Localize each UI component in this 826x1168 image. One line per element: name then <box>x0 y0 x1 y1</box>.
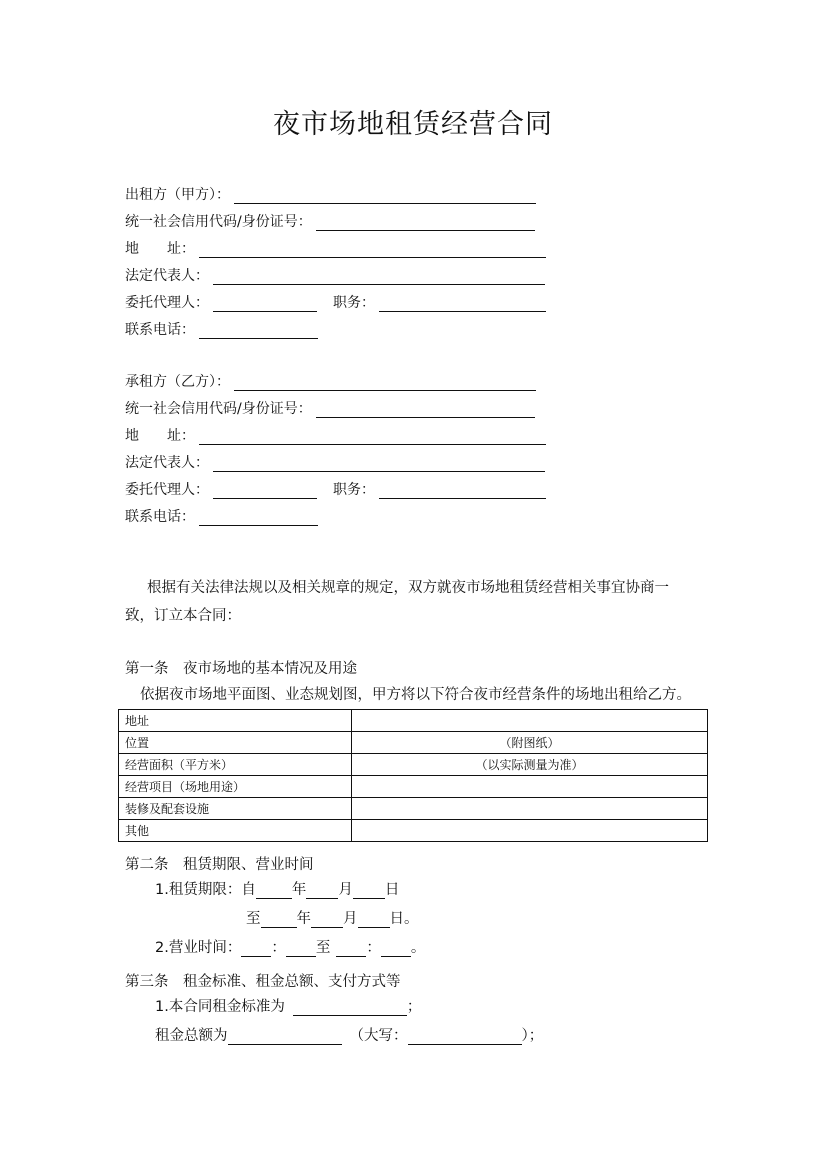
table-row <box>119 710 708 732</box>
month-label: 月 <box>343 911 358 927</box>
table-row <box>119 820 708 842</box>
lease-term-label: 1.租赁期限：自 <box>155 882 256 898</box>
open-minute-blank[interactable] <box>286 941 316 957</box>
lessor-address-label: 地 址： <box>125 241 195 257</box>
lease-term-start-row <box>155 882 399 899</box>
lessee-position-label: 职务： <box>333 482 375 498</box>
year-label: 年 <box>296 911 311 927</box>
lessor-address-row <box>125 241 546 258</box>
end-year-blank[interactable] <box>261 912 297 928</box>
lessor-party-label: 出租方（甲方）： <box>125 187 230 203</box>
lessee-credit-code-label: 统一社会信用代码/身份证号： <box>125 401 312 417</box>
rent-total-row <box>155 1028 543 1045</box>
lessee-address-blank[interactable] <box>199 429 546 445</box>
lessor-agent-row <box>125 295 546 312</box>
colon-label: ： <box>271 940 286 956</box>
start-year-blank[interactable] <box>256 883 292 899</box>
document-title: 夜市场地租赁经营合同 <box>273 109 553 140</box>
lessee-legal-rep-label: 法定代表人： <box>125 455 209 471</box>
table-value-cell[interactable]: （以实际测量为准） <box>352 754 708 776</box>
lessor-credit-code-blank[interactable] <box>316 215 535 231</box>
end-day-blank[interactable] <box>358 912 390 928</box>
lessee-legal-rep-row <box>125 455 545 472</box>
lessor-position-blank[interactable] <box>379 296 546 312</box>
article-2-heading: 第二条 租赁期限、营业时间 <box>125 857 314 873</box>
lessee-address-row <box>125 428 546 445</box>
lease-term-end-row <box>246 911 419 928</box>
business-hours-row <box>155 940 425 957</box>
lessor-legal-rep-row <box>125 268 545 285</box>
lessee-party-row <box>125 374 536 391</box>
lessor-legal-rep-blank[interactable] <box>213 269 545 285</box>
rent-total-caps-blank[interactable] <box>408 1029 522 1045</box>
rent-standard-blank[interactable] <box>293 1000 407 1016</box>
lessor-credit-code-row <box>125 214 535 231</box>
lessee-phone-row <box>125 509 318 526</box>
open-hour-blank[interactable] <box>241 941 271 957</box>
lessor-legal-rep-label: 法定代表人： <box>125 268 209 284</box>
table-key-cell: 装修及配套设施 <box>119 798 352 820</box>
lessee-phone-blank[interactable] <box>199 510 318 526</box>
lessor-agent-blank[interactable] <box>213 296 317 312</box>
rent-standard-row <box>155 999 421 1016</box>
rent-total-blank[interactable] <box>228 1029 342 1045</box>
table-value-cell[interactable] <box>352 798 708 820</box>
colon-label: ： <box>366 940 381 956</box>
rent-total-label: 租金总额为 <box>155 1028 228 1044</box>
table-key-cell: 经营面积（平方米） <box>119 754 352 776</box>
period-label: 。 <box>410 940 426 956</box>
article-1-heading: 第一条 夜市场地的基本情况及用途 <box>125 661 357 677</box>
table-key-cell: 经营项目（场地用途） <box>119 776 352 798</box>
table-key-cell: 位置 <box>119 732 352 754</box>
year-label: 年 <box>291 882 307 898</box>
table-row <box>119 732 708 754</box>
day-label: 日 <box>384 882 400 898</box>
table-key-cell: 地址 <box>119 710 352 732</box>
preamble-line-2: 致，订立本合同： <box>125 608 241 624</box>
caps-close-label: ）； <box>521 1028 544 1044</box>
lessor-position-label: 职务： <box>333 295 375 311</box>
rent-standard-label: 1.本合同租金标准为 <box>155 999 285 1015</box>
lessor-phone-blank[interactable] <box>199 323 318 339</box>
site-info-table <box>118 709 708 842</box>
table-row <box>119 798 708 820</box>
lessor-credit-code-label: 统一社会信用代码/身份证号： <box>125 214 312 230</box>
lessee-address-label: 地 址： <box>125 428 195 444</box>
table-key-cell: 其他 <box>119 820 352 842</box>
table-value-cell[interactable] <box>352 710 708 732</box>
table-row <box>119 776 708 798</box>
table-row <box>119 754 708 776</box>
article-3-heading: 第三条 租金标准、租金总额、支付方式等 <box>125 974 401 990</box>
lessee-party-label: 承租方（乙方）： <box>125 374 230 390</box>
start-month-blank[interactable] <box>306 883 338 899</box>
preamble-line-1: 根据有关法律法规以及相关规章的规定，双方就夜市场地租赁经营相关事宜协商一 <box>147 580 669 596</box>
table-value-cell[interactable] <box>352 776 708 798</box>
day-end-label: 日。 <box>389 911 419 927</box>
lessor-address-blank[interactable] <box>199 242 546 258</box>
end-month-blank[interactable] <box>311 912 343 928</box>
lessee-agent-blank[interactable] <box>213 483 317 499</box>
to-label: 至 <box>246 911 261 927</box>
lessee-credit-code-row <box>125 401 535 418</box>
month-label: 月 <box>338 882 353 898</box>
lessee-agent-row <box>125 482 546 499</box>
lessee-phone-label: 联系电话： <box>125 509 195 525</box>
lessee-agent-label: 委托代理人： <box>125 482 209 498</box>
business-hours-label: 2.营业时间： <box>155 940 242 956</box>
table-value-cell[interactable] <box>352 820 708 842</box>
lessor-party-row <box>125 187 536 204</box>
lessee-legal-rep-blank[interactable] <box>213 456 545 472</box>
lessor-agent-label: 委托代理人： <box>125 295 209 311</box>
start-day-blank[interactable] <box>353 883 385 899</box>
semicolon-label: ； <box>406 999 422 1015</box>
lessor-party-blank[interactable] <box>234 188 536 204</box>
lessee-party-blank[interactable] <box>234 375 536 391</box>
close-hour-blank[interactable] <box>336 941 366 957</box>
article-1-intro: 依据夜市场地平面图、业态规划图，甲方将以下符合夜市经营条件的场地出租给乙方。 <box>140 687 691 703</box>
lessee-position-blank[interactable] <box>379 483 546 499</box>
to-word-label: 至 <box>315 940 331 956</box>
close-minute-blank[interactable] <box>381 941 411 957</box>
table-value-cell[interactable]: （附图纸） <box>352 732 708 754</box>
lessee-credit-code-blank[interactable] <box>316 402 535 418</box>
lessor-phone-row <box>125 322 318 339</box>
caps-open-label: （大写： <box>349 1028 408 1044</box>
lessor-phone-label: 联系电话： <box>125 322 195 338</box>
